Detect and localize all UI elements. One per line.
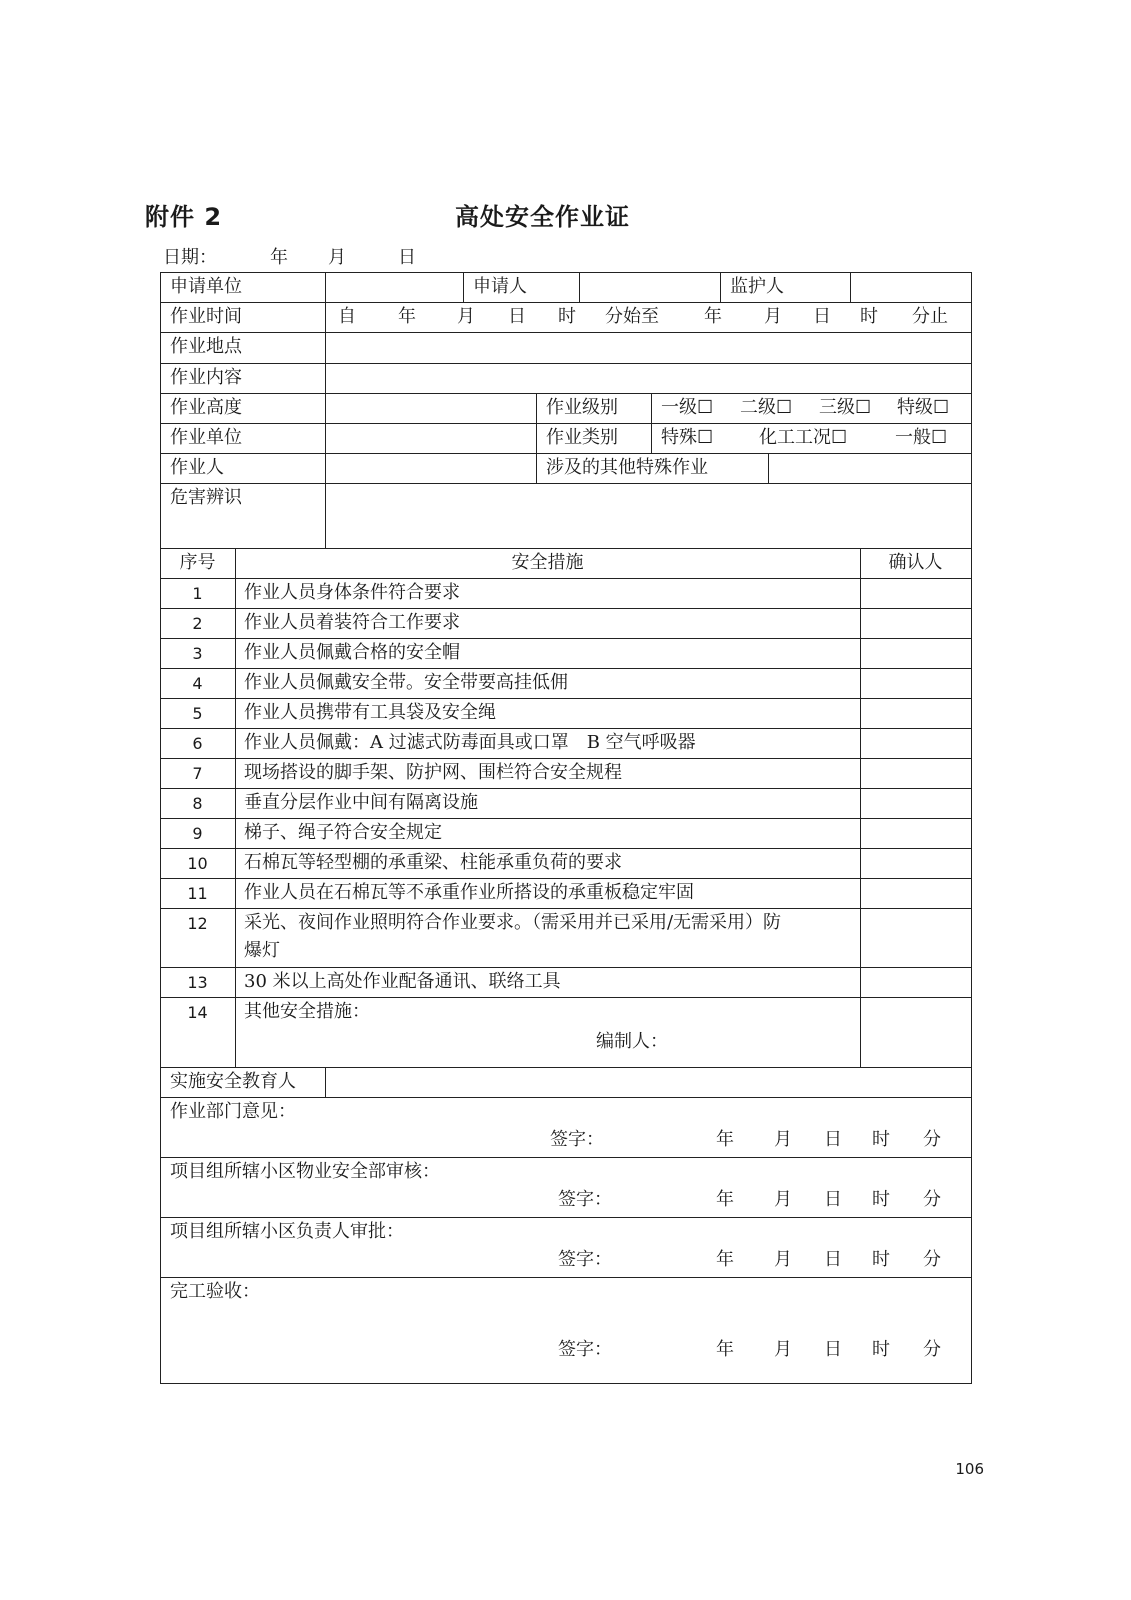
measure-text: 其他安全措施： bbox=[244, 1001, 370, 1022]
approval-section-label: 项目组所辖小区物业安全部审核： bbox=[170, 1161, 440, 1182]
time-hour-end: 时 bbox=[860, 306, 878, 327]
time-year-end: 年 bbox=[704, 306, 722, 327]
category-option-general[interactable]: 一般☐ bbox=[895, 427, 948, 448]
measure-text-continued: 爆灯 bbox=[244, 940, 280, 961]
date-year: 年 bbox=[270, 247, 288, 268]
work-category-label: 作业类别 bbox=[546, 427, 618, 448]
document-title: 高处安全作业证 bbox=[455, 203, 630, 231]
measure-text: 30 米以上高处作业配备通讯、联络工具 bbox=[244, 971, 561, 992]
measure-text: 石棉瓦等轻型棚的承重梁、柱能承重负荷的要求 bbox=[244, 852, 622, 873]
sign-day: 日 bbox=[824, 1249, 842, 1270]
work-permit-form bbox=[160, 272, 972, 1384]
work-height-label: 作业高度 bbox=[170, 397, 242, 418]
sign-hour: 时 bbox=[872, 1339, 890, 1360]
category-option-special[interactable]: 特殊☐ bbox=[661, 427, 714, 448]
time-hour-start: 时 bbox=[558, 306, 576, 327]
measure-text: 作业人员携带有工具袋及安全绳 bbox=[244, 702, 496, 723]
measure-text: 梯子、绳子符合安全规定 bbox=[244, 822, 442, 843]
sign-minute: 分 bbox=[923, 1129, 941, 1150]
level-option-special[interactable]: 特级☐ bbox=[897, 397, 950, 418]
level-option-2[interactable]: 二级☐ bbox=[740, 397, 793, 418]
sign-year: 年 bbox=[716, 1249, 734, 1270]
measure-no: 2 bbox=[192, 614, 203, 633]
measure-no: 9 bbox=[192, 824, 203, 843]
measure-text: 采光、夜间作业照明符合作业要求。（需采用并已采用/无需采用）防 bbox=[244, 912, 782, 933]
sign-hour: 时 bbox=[872, 1189, 890, 1210]
measure-text: 作业人员佩戴安全带。安全带要高挂低佣 bbox=[244, 672, 568, 693]
sign-minute: 分 bbox=[923, 1249, 941, 1270]
sign-day: 日 bbox=[824, 1189, 842, 1210]
educator-label: 实施安全教育人 bbox=[170, 1071, 296, 1092]
sign-hour: 时 bbox=[872, 1129, 890, 1150]
sign-hour: 时 bbox=[872, 1249, 890, 1270]
time-day-start: 日 bbox=[508, 306, 526, 327]
measure-text: 作业人员佩戴合格的安全帽 bbox=[244, 642, 460, 663]
worker-label: 作业人 bbox=[170, 457, 224, 478]
sign-month: 月 bbox=[774, 1339, 792, 1360]
measure-text: 作业人员佩戴：A 过滤式防毒面具或口罩 B 空气呼吸器 bbox=[244, 732, 696, 753]
category-option-chemical[interactable]: 化工工况☐ bbox=[759, 427, 848, 448]
measure-no: 4 bbox=[192, 674, 203, 693]
measure-text: 作业人员着装符合工作要求 bbox=[244, 612, 460, 633]
sign-year: 年 bbox=[716, 1189, 734, 1210]
applicant-label: 申请人 bbox=[473, 276, 527, 297]
time-month-end: 月 bbox=[764, 306, 782, 327]
time-minute-start: 分始至 bbox=[605, 306, 659, 327]
work-content-label: 作业内容 bbox=[170, 367, 242, 388]
sign-month: 月 bbox=[774, 1189, 792, 1210]
date-label: 日期： bbox=[163, 247, 217, 268]
sign-label: 签字： bbox=[558, 1189, 612, 1210]
sign-month: 月 bbox=[774, 1129, 792, 1150]
col-no-header: 序号 bbox=[179, 552, 216, 573]
measure-no: 5 bbox=[192, 704, 203, 723]
work-level-label: 作业级别 bbox=[546, 397, 618, 418]
supervisor-label: 监护人 bbox=[730, 276, 784, 297]
measure-no: 3 bbox=[192, 644, 203, 663]
sign-label: 签字： bbox=[558, 1249, 612, 1270]
measure-no: 14 bbox=[187, 1003, 208, 1022]
measure-text: 垂直分层作业中间有隔离设施 bbox=[244, 792, 478, 813]
measure-no: 12 bbox=[187, 914, 208, 933]
compiler-label: 编制人： bbox=[596, 1031, 668, 1052]
applicant-unit-label: 申请单位 bbox=[170, 276, 242, 297]
work-time-label: 作业时间 bbox=[170, 306, 242, 327]
measure-no: 13 bbox=[187, 973, 208, 992]
measure-text: 作业人员身体条件符合要求 bbox=[244, 582, 460, 603]
measure-text: 现场搭设的脚手架、防护网、围栏符合安全规程 bbox=[244, 762, 622, 783]
other-special-label: 涉及的其他特殊作业 bbox=[546, 457, 708, 478]
work-unit-label: 作业单位 bbox=[170, 427, 242, 448]
time-minute-end: 分止 bbox=[912, 306, 948, 327]
sign-label: 签字： bbox=[550, 1129, 604, 1150]
sign-minute: 分 bbox=[923, 1189, 941, 1210]
work-location-label: 作业地点 bbox=[170, 336, 242, 357]
sign-year: 年 bbox=[716, 1129, 734, 1150]
time-month-start: 月 bbox=[457, 306, 475, 327]
time-from: 自 bbox=[338, 306, 356, 327]
measure-no: 1 bbox=[192, 584, 203, 603]
measure-no: 6 bbox=[192, 734, 203, 753]
sign-day: 日 bbox=[824, 1129, 842, 1150]
level-option-3[interactable]: 三级☐ bbox=[819, 397, 872, 418]
approval-section-label: 项目组所辖小区负责人审批： bbox=[170, 1221, 404, 1242]
sign-year: 年 bbox=[716, 1339, 734, 1360]
col-confirm-header: 确认人 bbox=[888, 552, 943, 573]
approval-section-label: 作业部门意见： bbox=[170, 1101, 296, 1122]
page-number: 106 bbox=[955, 1460, 984, 1478]
measure-no: 8 bbox=[192, 794, 203, 813]
date-day: 日 bbox=[398, 247, 416, 268]
col-measure-header: 安全措施 bbox=[511, 552, 584, 573]
measure-text: 作业人员在石棉瓦等不承重作业所搭设的承重板稳定牢固 bbox=[244, 882, 694, 903]
measure-no: 10 bbox=[187, 854, 208, 873]
date-month: 月 bbox=[328, 247, 346, 268]
measure-no: 11 bbox=[187, 884, 208, 903]
annex-label: 附件 2 bbox=[145, 203, 223, 231]
sign-label: 签字： bbox=[558, 1339, 612, 1360]
approval-section-label: 完工验收： bbox=[170, 1281, 260, 1302]
sign-minute: 分 bbox=[923, 1339, 941, 1360]
time-year-start: 年 bbox=[398, 306, 416, 327]
sign-month: 月 bbox=[774, 1249, 792, 1270]
time-day-end: 日 bbox=[813, 306, 831, 327]
level-option-1[interactable]: 一级☐ bbox=[661, 397, 714, 418]
sign-day: 日 bbox=[824, 1339, 842, 1360]
hazard-label: 危害辨识 bbox=[170, 487, 242, 508]
measure-no: 7 bbox=[192, 764, 203, 783]
